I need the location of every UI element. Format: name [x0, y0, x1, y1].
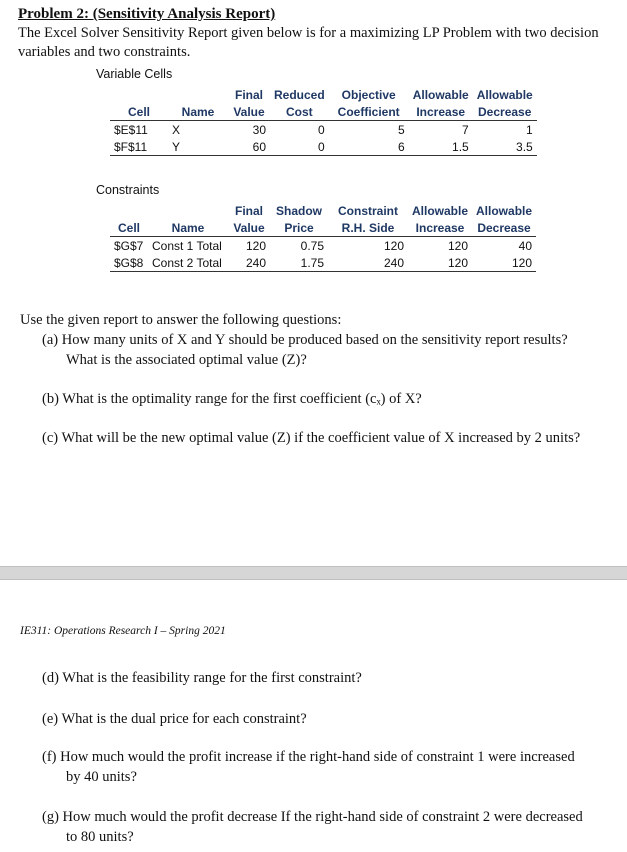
table-row: $E$11 X 30 0 5 7 1: [114, 122, 533, 137]
table-header-row: Final Reduced Objective Allowable Allowable: [234, 87, 533, 102]
table-header-row: Final Shadow Constraint Allowable Allowable: [234, 203, 533, 218]
constraints-label: Constraints: [96, 183, 160, 197]
variable-cells-label: Variable Cells: [96, 67, 173, 81]
question-d: (d) What is the feasibility range for the first constraint?: [42, 670, 362, 686]
variable-cells-table: [110, 86, 537, 156]
question-c: (c) What will be the new optimal value (Z) if the coefficient value of X increased by 2 units?: [42, 430, 581, 446]
questions-lead: Use the given report to answer the following questions:: [20, 312, 342, 328]
course-footer: IE311: Operations Research I – Spring 2021: [20, 625, 226, 637]
question-e: (e) What is the dual price for each constraint?: [42, 711, 307, 727]
question-g: (g) How much would the profit decrease If the right-hand side of constraint 2 were decreased: [42, 809, 583, 825]
table-row: $G$7 Const 1 Total 120 0.75 120 120 40: [114, 238, 533, 253]
table-header-row: Cell Name Value Cost Coefficient Increase Decrease: [110, 103, 537, 121]
problem-title: Problem 2: (Sensitivity Analysis Report): [18, 6, 276, 22]
table-header-row: Cell Name Value Price R.H. Side Increase Decrease: [110, 219, 536, 237]
question-a-continued: What is the associated optimal value (Z)?: [66, 352, 307, 368]
table-row: $G$8 Const 2 Total 240 1.75 240 120 120: [110, 254, 536, 272]
question-f-continued: by 40 units?: [66, 769, 137, 785]
table-row: $F$11 Y 60 0 6 1.5 3.5: [110, 138, 537, 156]
intro-text: The Excel Solver Sensitivity Report given below is for a maximizing LP Problem with two decision variables and two constraints.: [18, 25, 599, 60]
question-g-continued: to 80 units?: [66, 829, 134, 845]
question-a: (a) How many units of X and Y should be produced based on the sensitivity report results?: [42, 332, 568, 348]
constraints-table: [110, 202, 536, 272]
question-f: (f) How much would the profit increase if the right-hand side of constraint 1 were increased: [42, 749, 575, 765]
page-divider: [0, 566, 627, 580]
question-b: (b) What is the optimality range for the first coefficient (cₓ) of X?: [42, 391, 422, 407]
